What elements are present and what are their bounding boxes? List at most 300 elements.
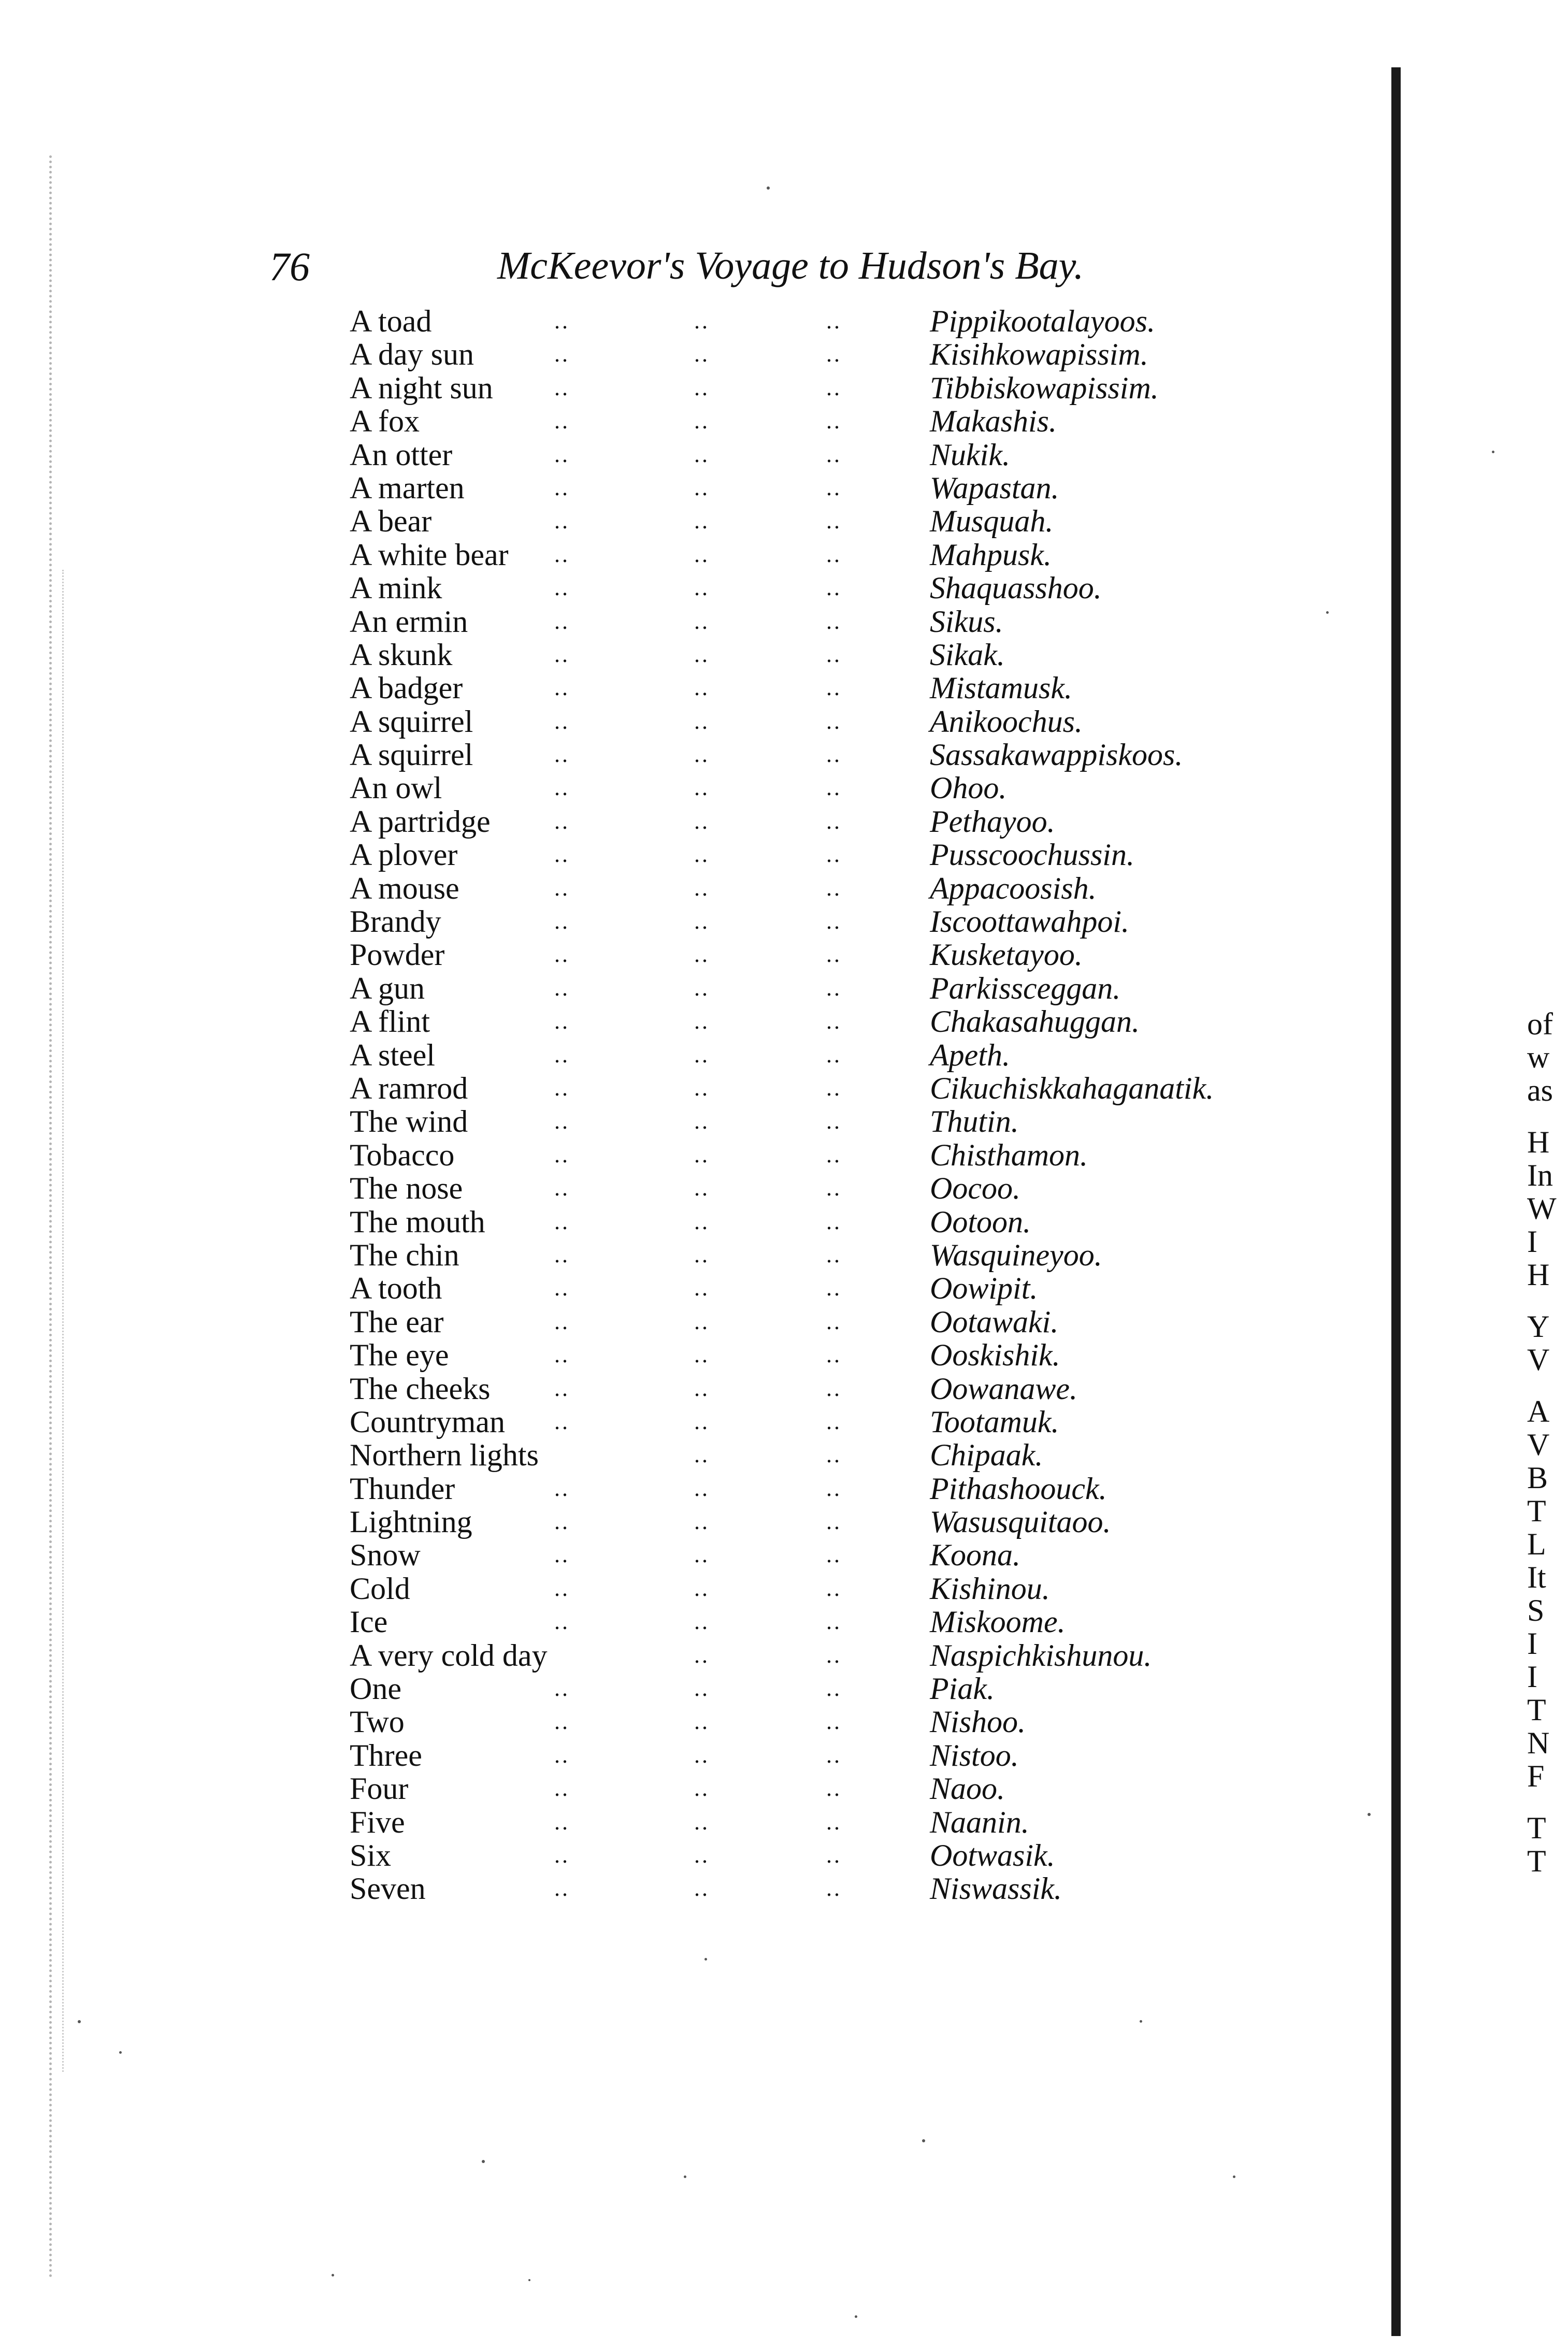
scan-speck	[1233, 2175, 1235, 2178]
leader-dots: ..	[694, 374, 710, 400]
leader-dots: ..	[826, 1742, 842, 1768]
leader-dots: ..	[554, 1809, 570, 1835]
vocabulary-row	[350, 1372, 1334, 1405]
facing-page-text: F	[1527, 1759, 1545, 1793]
vocabulary-row	[350, 338, 1334, 371]
leader-dots: ..	[694, 641, 710, 667]
facing-page-text: It	[1527, 1560, 1546, 1594]
leader-dots: ..	[694, 708, 710, 734]
facing-page-text: W	[1527, 1191, 1557, 1226]
facing-page-text: w	[1527, 1040, 1550, 1074]
vocabulary-row	[350, 371, 1334, 405]
cree-translation: Ootoon.	[930, 1204, 1031, 1239]
facing-page-gap	[1527, 1107, 1568, 1126]
english-term: The cheeks	[350, 1371, 491, 1406]
page-header	[269, 243, 1098, 300]
leader-dots: ..	[554, 1509, 570, 1535]
facing-page-text: B	[1527, 1461, 1548, 1495]
leader-dots: ..	[694, 1642, 710, 1668]
english-term: Tobacco	[350, 1137, 455, 1172]
leader-dots: ..	[826, 641, 842, 667]
leader-dots: ..	[554, 942, 570, 968]
leader-dots: ..	[826, 742, 842, 768]
leader-dots: ..	[554, 875, 570, 901]
leader-dots: ..	[826, 508, 842, 534]
vocabulary-row	[350, 1639, 1334, 1672]
leader-dots: ..	[554, 808, 570, 834]
facing-page-gap	[1527, 1793, 1568, 1811]
leader-dots: ..	[826, 1408, 842, 1434]
cree-translation: Anikoochus.	[930, 704, 1083, 739]
leader-dots: ..	[554, 1175, 570, 1201]
vocabulary-row	[350, 1205, 1334, 1238]
vocabulary-table	[350, 305, 1334, 1906]
leader-dots: ..	[694, 1509, 710, 1535]
english-term: The ear	[350, 1304, 444, 1339]
cree-translation: Chakasahuggan.	[930, 1004, 1140, 1039]
leader-dots: ..	[826, 1175, 842, 1201]
leader-dots: ..	[554, 675, 570, 701]
leader-dots: ..	[554, 374, 570, 400]
leader-dots: ..	[826, 1075, 842, 1101]
vocabulary-row	[350, 1839, 1334, 1872]
english-term: Northern lights	[350, 1438, 539, 1473]
english-term: A squirrel	[350, 704, 473, 739]
leader-dots: ..	[826, 441, 842, 467]
english-term: Snow	[350, 1538, 421, 1573]
leader-dots: ..	[694, 1075, 710, 1101]
leader-dots: ..	[826, 374, 842, 400]
facing-page-text: of	[1527, 1007, 1553, 1041]
cree-translation: Apeth.	[930, 1037, 1010, 1072]
cree-translation: Pethayoo.	[930, 804, 1055, 839]
leader-dots: ..	[694, 1408, 710, 1434]
english-term: Three	[350, 1738, 422, 1772]
cree-translation: Kishinou.	[930, 1571, 1050, 1606]
facing-page-text: N	[1527, 1726, 1550, 1760]
vocabulary-row	[350, 872, 1334, 905]
vocabulary-row	[350, 505, 1334, 538]
facing-page-text: I	[1527, 1660, 1537, 1694]
leader-dots: ..	[694, 341, 710, 367]
cree-translation: Chisthamon.	[930, 1137, 1088, 1172]
leader-dots: ..	[554, 1275, 570, 1301]
leader-dots: ..	[694, 942, 710, 968]
cree-translation: Kisihkowapissim.	[930, 337, 1148, 372]
leader-dots: ..	[694, 1208, 710, 1234]
leader-dots: ..	[554, 1375, 570, 1401]
english-term: Six	[350, 1838, 392, 1872]
leader-dots: ..	[694, 742, 710, 768]
vocabulary-row	[350, 538, 1334, 571]
leader-dots: ..	[826, 675, 842, 701]
leader-dots: ..	[554, 1609, 570, 1635]
leader-dots: ..	[694, 1742, 710, 1768]
leader-dots: ..	[694, 1475, 710, 1501]
page-number: 76	[269, 244, 310, 289]
leader-dots: ..	[826, 1876, 842, 1901]
vocabulary-row	[350, 1405, 1334, 1438]
english-term: A toad	[350, 304, 432, 338]
cree-translation: Pippikootalayoos.	[930, 304, 1155, 338]
english-term: Countryman	[350, 1404, 505, 1439]
leader-dots: ..	[826, 474, 842, 500]
leader-dots: ..	[826, 1809, 842, 1835]
leader-dots: ..	[694, 808, 710, 834]
leader-dots: ..	[554, 1709, 570, 1735]
leader-dots: ..	[694, 1375, 710, 1401]
scan-speck	[78, 2020, 81, 2023]
leader-dots: ..	[826, 1609, 842, 1635]
english-term: A partridge	[350, 804, 491, 839]
english-term: A gun	[350, 971, 425, 1005]
cree-translation: Wasquineyoo.	[930, 1237, 1102, 1272]
leader-dots: ..	[554, 842, 570, 868]
leader-dots: ..	[554, 775, 570, 801]
vocabulary-row	[350, 1572, 1334, 1605]
english-term: A squirrel	[350, 738, 473, 772]
left-page-edge-shadow	[49, 155, 62, 2279]
leader-dots: ..	[826, 1208, 842, 1234]
leader-dots: ..	[694, 775, 710, 801]
facing-page-text: T	[1527, 1494, 1546, 1528]
leader-dots: ..	[694, 1242, 710, 1267]
english-term: A fox	[350, 404, 420, 439]
vocabulary-row	[350, 1739, 1334, 1772]
english-term: A badger	[350, 671, 463, 705]
leader-dots: ..	[826, 1275, 842, 1301]
scan-speck	[1492, 451, 1494, 453]
cree-translation: Nukik.	[930, 437, 1010, 472]
scan-speck	[1140, 2020, 1142, 2023]
left-page-edge-specks	[62, 570, 69, 2072]
cree-translation: Pusscoochussin.	[930, 838, 1134, 872]
english-term: An otter	[350, 437, 453, 472]
cree-translation: Oocoo.	[930, 1171, 1020, 1206]
leader-dots: ..	[694, 1809, 710, 1835]
english-term: Five	[350, 1805, 405, 1839]
english-term: Four	[350, 1771, 409, 1806]
leader-dots: ..	[826, 1108, 842, 1134]
english-term: The wind	[350, 1104, 468, 1139]
cree-translation: Chipaak.	[930, 1438, 1043, 1473]
english-term: Cold	[350, 1571, 410, 1606]
cree-translation: Piak.	[930, 1671, 995, 1706]
leader-dots: ..	[826, 708, 842, 734]
facing-page-text: I	[1527, 1224, 1537, 1259]
english-term: A tooth	[350, 1271, 442, 1306]
scan-speck	[1368, 1813, 1371, 1816]
leader-dots: ..	[554, 1008, 570, 1034]
cree-translation: Pithashoouck.	[930, 1471, 1107, 1506]
scan-speck	[767, 186, 770, 190]
leader-dots: ..	[694, 308, 710, 334]
facing-page-text: A	[1527, 1394, 1550, 1429]
leader-dots: ..	[694, 608, 710, 634]
leader-dots: ..	[554, 575, 570, 601]
english-term: The nose	[350, 1171, 463, 1206]
leader-dots: ..	[694, 842, 710, 868]
leader-dots: ..	[694, 1042, 710, 1068]
scan-speck	[704, 1958, 707, 1961]
facing-page-text: V	[1527, 1428, 1550, 1462]
vocabulary-row	[350, 1438, 1334, 1472]
leader-dots: ..	[826, 975, 842, 1001]
cree-translation: Shaquasshoo.	[930, 571, 1102, 606]
running-title: McKeevor's Voyage to Hudson's Bay.	[497, 244, 1084, 287]
cree-translation: Iscoottawahpoi.	[930, 904, 1129, 939]
english-term: A mink	[350, 571, 442, 606]
leader-dots: ..	[826, 1776, 842, 1802]
leader-dots: ..	[826, 1008, 842, 1034]
english-term: Powder	[350, 938, 445, 972]
leader-dots: ..	[694, 474, 710, 500]
vocabulary-row	[350, 938, 1334, 971]
english-term: Brandy	[350, 904, 441, 939]
leader-dots: ..	[554, 1842, 570, 1868]
scan-speck	[922, 2139, 925, 2142]
leader-dots: ..	[694, 1275, 710, 1301]
leader-dots: ..	[694, 575, 710, 601]
english-term: The chin	[350, 1237, 459, 1272]
cree-translation: Oowipit.	[930, 1271, 1038, 1306]
english-term: An owl	[350, 771, 442, 805]
cree-translation: Sassakawappiskoos.	[930, 738, 1183, 772]
vocabulary-row	[350, 1172, 1334, 1205]
leader-dots: ..	[694, 1108, 710, 1134]
vocabulary-row	[350, 972, 1334, 1005]
scan-speck	[119, 2051, 122, 2054]
scan-speck	[855, 2315, 857, 2318]
english-term: A skunk	[350, 637, 453, 672]
vocabulary-row	[350, 905, 1334, 938]
cree-translation: Makashis.	[930, 404, 1057, 439]
leader-dots: ..	[826, 1509, 842, 1535]
leader-dots: ..	[826, 1142, 842, 1168]
leader-dots: ..	[554, 541, 570, 567]
cree-translation: Naanin.	[930, 1805, 1029, 1839]
vocabulary-row	[350, 571, 1334, 604]
vocabulary-row	[350, 771, 1334, 804]
facing-page-text: L	[1527, 1527, 1546, 1561]
leader-dots: ..	[694, 975, 710, 1001]
facing-page-text: T	[1527, 1811, 1546, 1845]
leader-dots: ..	[554, 1676, 570, 1702]
leader-dots: ..	[554, 1575, 570, 1601]
cree-translation: Parkissceggan.	[930, 971, 1121, 1005]
vocabulary-row	[350, 705, 1334, 738]
leader-dots: ..	[826, 1676, 842, 1702]
leader-dots: ..	[826, 575, 842, 601]
leader-dots: ..	[694, 1575, 710, 1601]
vocabulary-row	[350, 1806, 1334, 1839]
cree-translation: Appacoosish.	[930, 871, 1097, 905]
leader-dots: ..	[826, 608, 842, 634]
cree-translation: Ootwasik.	[930, 1838, 1055, 1872]
english-term: Seven	[350, 1871, 426, 1906]
vocabulary-row	[350, 1039, 1334, 1072]
leader-dots: ..	[694, 408, 710, 434]
english-term: A night sun	[350, 370, 493, 405]
leader-dots: ..	[826, 408, 842, 434]
leader-dots: ..	[554, 1776, 570, 1802]
english-term: A steel	[350, 1037, 435, 1072]
leader-dots: ..	[694, 909, 710, 934]
leader-dots: ..	[554, 1475, 570, 1501]
vocabulary-row	[350, 1672, 1334, 1705]
leader-dots: ..	[826, 875, 842, 901]
leader-dots: ..	[554, 1142, 570, 1168]
vocabulary-row	[350, 1705, 1334, 1738]
cree-translation: Ootawaki.	[930, 1304, 1059, 1339]
leader-dots: ..	[694, 875, 710, 901]
leader-dots: ..	[826, 808, 842, 834]
english-term: The eye	[350, 1338, 449, 1373]
leader-dots: ..	[554, 441, 570, 467]
english-term: The mouth	[350, 1204, 485, 1239]
vocabulary-row	[350, 838, 1334, 871]
leader-dots: ..	[554, 1242, 570, 1267]
leader-dots: ..	[826, 1575, 842, 1601]
leader-dots: ..	[554, 1408, 570, 1434]
facing-page-gap	[1527, 1291, 1568, 1310]
facing-page-text: T	[1527, 1693, 1546, 1727]
leader-dots: ..	[694, 1609, 710, 1635]
leader-dots: ..	[826, 1042, 842, 1068]
leader-dots: ..	[554, 1742, 570, 1768]
leader-dots: ..	[554, 308, 570, 334]
vocabulary-row	[350, 1005, 1334, 1038]
english-term: An ermin	[350, 604, 468, 639]
facing-page-text: T	[1527, 1844, 1546, 1878]
gutter-binding-bar	[1391, 67, 1401, 2336]
vocabulary-row	[350, 605, 1334, 638]
vocabulary-row	[350, 1472, 1334, 1505]
vocabulary-row	[350, 1238, 1334, 1272]
cree-translation: Oowanawe.	[930, 1371, 1077, 1406]
vocabulary-row	[350, 471, 1334, 505]
vocabulary-row	[350, 671, 1334, 704]
leader-dots: ..	[826, 1542, 842, 1568]
english-term: Thunder	[350, 1471, 455, 1506]
vocabulary-row	[350, 1338, 1334, 1372]
vocabulary-row	[350, 1872, 1334, 1905]
leader-dots: ..	[554, 1342, 570, 1368]
leader-dots: ..	[694, 1442, 710, 1468]
english-term: A white bear	[350, 537, 509, 572]
cree-translation: Wasusquitaoo.	[930, 1505, 1111, 1539]
vocabulary-row	[350, 805, 1334, 838]
leader-dots: ..	[826, 1342, 842, 1368]
leader-dots: ..	[694, 1842, 710, 1868]
leader-dots: ..	[826, 541, 842, 567]
leader-dots: ..	[554, 508, 570, 534]
leader-dots: ..	[826, 909, 842, 934]
leader-dots: ..	[826, 1442, 842, 1468]
leader-dots: ..	[554, 1042, 570, 1068]
vocabulary-row	[350, 738, 1334, 771]
scan-speck	[528, 2279, 530, 2281]
leader-dots: ..	[694, 541, 710, 567]
leader-dots: ..	[554, 1876, 570, 1901]
english-term: One	[350, 1671, 401, 1706]
cree-translation: Tibbiskowapissim.	[930, 370, 1159, 405]
leader-dots: ..	[694, 1342, 710, 1368]
english-term: A flint	[350, 1004, 430, 1039]
leader-dots: ..	[694, 1542, 710, 1568]
leader-dots: ..	[826, 1475, 842, 1501]
leader-dots: ..	[554, 742, 570, 768]
english-term: A very cold day	[350, 1638, 548, 1673]
leader-dots: ..	[826, 1642, 842, 1668]
leader-dots: ..	[554, 641, 570, 667]
cree-translation: Tootamuk.	[930, 1404, 1059, 1439]
leader-dots: ..	[554, 1208, 570, 1234]
cree-translation: Ooskishik.	[930, 1338, 1060, 1373]
leader-dots: ..	[694, 1709, 710, 1735]
facing-page-text: I	[1527, 1626, 1537, 1661]
scan-speck	[1326, 611, 1329, 614]
leader-dots: ..	[554, 608, 570, 634]
leader-dots: ..	[694, 1175, 710, 1201]
leader-dots: ..	[554, 341, 570, 367]
vocabulary-row	[350, 1772, 1334, 1805]
leader-dots: ..	[694, 508, 710, 534]
leader-dots: ..	[694, 1676, 710, 1702]
leader-dots: ..	[694, 1308, 710, 1334]
leader-dots: ..	[554, 1075, 570, 1101]
facing-page-fragment	[1527, 1007, 1568, 1992]
scan-speck	[332, 2274, 334, 2276]
leader-dots: ..	[554, 408, 570, 434]
english-term: A day sun	[350, 337, 474, 372]
leader-dots: ..	[554, 909, 570, 934]
vocabulary-row	[350, 1072, 1334, 1105]
leader-dots: ..	[554, 474, 570, 500]
facing-page-text: In	[1527, 1158, 1553, 1192]
english-term: A marten	[350, 470, 465, 505]
cree-translation: Sikak.	[930, 637, 1005, 672]
facing-page-text: S	[1527, 1593, 1545, 1627]
leader-dots: ..	[554, 1542, 570, 1568]
leader-dots: ..	[554, 708, 570, 734]
vocabulary-row	[350, 1272, 1334, 1305]
facing-page-text: Y	[1527, 1309, 1550, 1344]
leader-dots: ..	[694, 1142, 710, 1168]
cree-translation: Nishoo.	[930, 1705, 1026, 1739]
facing-page-text: H	[1527, 1258, 1550, 1292]
cree-translation: Mistamusk.	[930, 671, 1072, 705]
cree-translation: Ohoo.	[930, 771, 1007, 805]
leader-dots: ..	[694, 675, 710, 701]
leader-dots: ..	[554, 1308, 570, 1334]
cree-translation: Mahpusk.	[930, 537, 1052, 572]
facing-page-gap	[1527, 1376, 1568, 1395]
vocabulary-row	[350, 405, 1334, 438]
vocabulary-row	[350, 1505, 1334, 1538]
cree-translation: Thutin.	[930, 1104, 1019, 1139]
leader-dots: ..	[826, 1709, 842, 1735]
english-term: A mouse	[350, 871, 459, 905]
cree-translation: Sikus.	[930, 604, 1003, 639]
scan-speck	[684, 2175, 686, 2178]
leader-dots: ..	[694, 1876, 710, 1901]
leader-dots: ..	[826, 842, 842, 868]
vocabulary-row	[350, 1105, 1334, 1138]
cree-translation: Wapastan.	[930, 470, 1059, 505]
leader-dots: ..	[694, 1776, 710, 1802]
facing-page-text: H	[1527, 1125, 1550, 1159]
